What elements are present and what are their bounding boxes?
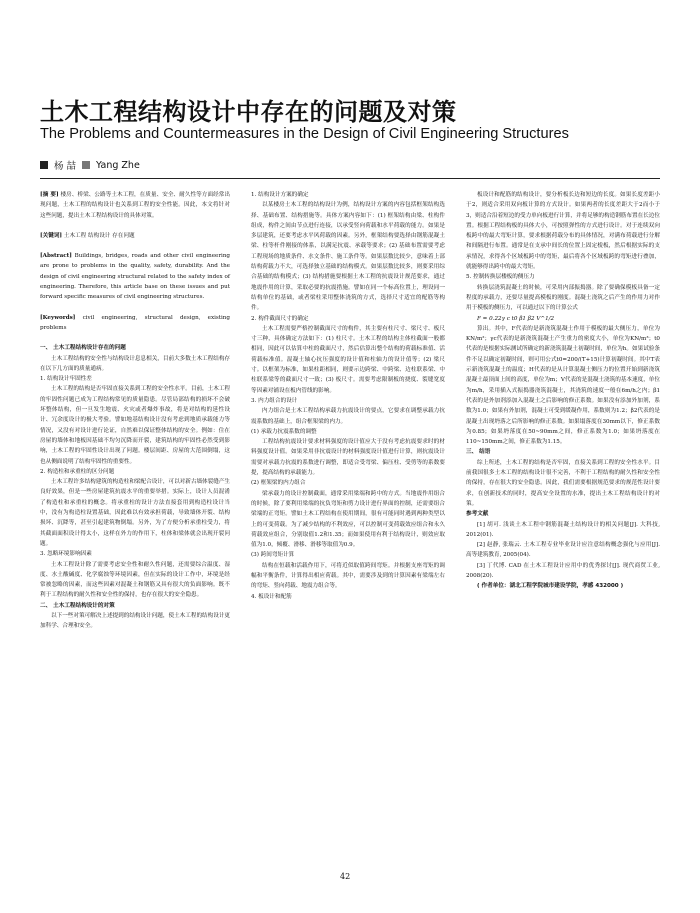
author-en: Yang Zhe xyxy=(96,159,140,171)
subsection-heading: (1) 承载力抗震系数的调整 xyxy=(251,428,317,435)
paragraph: 以下一些对策可解决上述提到的结构设计问题，使土木工程的结构设计更加科学、合理和安全。 xyxy=(40,612,231,630)
paragraph: 土木工程设计除了需要考虑安全性和耐久性问题，还需要综合温度、湿度、水土酸碱度、化学腐蚀等环境因素，但在实际的设计工作中，环境是经常被忽略的因素，而这些因素对混凝土和钢筋又具有很大的负面影响。既不利于工程结构的耐久性和安全性的保持，也存在很大的安全隐患。 xyxy=(40,561,230,599)
subsection-heading: 2. 构造柱和承重柱的区分问题 xyxy=(40,468,115,475)
reference-item: [3] 丁代博. CAD 在土木工程设计应用中的优秀探讨[J]. 现代商贸工业, 2008(20). xyxy=(466,562,660,579)
paragraph: 梁承载力的设计控制截面，通常采用梁端和跨中的方式。当地震作用组合的时候，除了要利用梁端的抗负弯矩和剪力设计进行界面的控制，还需要组合梁端的正弯矩。譬如土木工程结构在使用期间，很有可能同时遇到两种类型以上的可变荷载。为了减少结构的不利效应，可以控制可变荷载效应组合和永久荷载效应组合，分别取值1.2和1.35；而如果使用有利于结构设计，则效应取值为1.0，倾覆、滑移、滑移等取值为0.9。 xyxy=(251,490,445,549)
paragraph: 土木工程结构的安全性与结构设计息息相关，目前大多数土木工程结构存在以下几方面的质量通病。 xyxy=(40,355,231,372)
page-title-en: The Problems and Countermeasures in the Design of Civil Engineering Structures xyxy=(40,126,569,142)
subsection-heading: 1. 结构设计方案的确定 xyxy=(251,192,309,198)
section-heading: 参考文献 xyxy=(466,511,489,518)
reference-item: [1] 胡可. 浅谈土木工程中钢筋混凝土结构设计的相关问题[J]. 大科技, 2012(01). xyxy=(466,521,660,538)
subsection-heading: 2. 构件截面尺寸的确定 xyxy=(251,315,309,322)
divider xyxy=(40,178,660,179)
column-2 xyxy=(251,190,445,602)
subsection-heading: (2) 框架梁的内力组合 xyxy=(251,480,306,487)
paragraph: 土木工程的结构是否牢固直接关系到工程的安全性水平。目前，土木工程的牢固性问题已成为工程结构常见的质量隐患。尽管局部结构的损坏不会破坏整体结构，但一旦发生地震、火灾或者爆炸事故，将是对结构的延性设计、冗余度设计的极大考验。譬如地基结构设计没有考虑到地质承载能力等情况，又没有对设计进行论证，自然难以保证整体结构的安全。例如：住在房屋的墙体和地板因基础不均匀沉降而开裂，建筑结构的牢固性必然受到影响，土木工程的牢固性设计出现了问题。楼层间距、房屋的大范围倒塌，这也从侧面说明了结构牢固性的重要性。 xyxy=(40,386,231,465)
abstract-en: [Abstract] Buildings, bridges, roads and other civil engineering are prone to problems in the quality, safety, durability. And the design of civil engineering structural related to the safety index of engineering. Therefore, this article base on these issues and put forward specific measures of civil engineering structures. xyxy=(40,253,230,301)
author-affiliation: ( 作者单位：湖北工程学院城市建设学院，孝感 432000 ) xyxy=(477,583,624,590)
paragraph: 板设计和配筋的结构设计，要分析板长边和短边的长度。如果长度差距小于2，则适合采用双向板计算的方式设计。如果两者的长度差距大于2而小于3，则适合沿着短边的受力单向板进行计算，并将足够的构造钢筋布置在长边位置。根据工程结构板的具体大小，可按照弹性的方式进行设计。对于连续双向板跨中的最大弯矩计算，要求根据荷载分布的具体情况，对满布荷载进行分解和间隔进行布置。通常是在支承中间长的位置上固定棱板，然后根据实际的支承情况，求得各个区域板跨中的弯矩，最后将各个区域板跨的弯矩进行叠加，就能够得出跨中的最大弯矩。 xyxy=(466,192,660,271)
paragraph: 综上所述，土木工程的结构是否牢固，直接关系到工程的安全性水平。目前我国很多土木工程的结构设计很不完善，不利于工程结构的耐久性和安全性的保持，存在很大的安全隐患。因此，我们需要根据规范要求的规范性设计要求，在创新技术的同时，提高安全设置的水准，提出土木工程结构设计的对策。 xyxy=(466,459,660,507)
page-number: 42 xyxy=(340,872,351,881)
keywords-cn: [关键词] 土木工程 结构设计 存在问题 xyxy=(40,232,135,239)
paragraph: 算出。其中，F代表的是新浇筑混凝土作用于模板的最大侧压力，单位为KN/m²；γc代表的是新浇筑混凝土产生重力的密度大小，单位为KN/m³；t0代表的是根据实际测试所确定的新浇筑混凝土初凝时间，单位为h。如果试验条件不足以确定初凝时间，则可用公式t0=200/(T+15)计算初凝时间。其中T表示新浇筑混凝土的温度；H代表的是从计算混凝土侧压力的位置开始到新浇筑混凝土最顶面上间的高度，单位为m；V代表的是混凝土浇筑的基本速度，单位为m/h，采用插入式振捣器浇筑混凝土，其浇筑的速度一般在6m/h之内；β1代表的是外加剂添加入混凝土之后影响的修正系数。如果没有添加外加剂，系数为1.0；如果有外加剂，混凝土可受到缓凝作用，系数则为1.2；β2代表的是混凝土出现坍落之后所影响的修正系数。如果塌落度在30mm以下，修正系数为0.85；如果坍落度在50~90mm之间，修正系数为1.0；如果坍落度在110~150mm之间，修正系数为1.15。 xyxy=(466,325,660,446)
subsection-heading: 5. 控制转换层楼板的侧压力 xyxy=(466,274,535,281)
paragraph: 工程结构抗震设计要求材料强度的设计值应大于没有考虑抗震要求时的材料强度设计值。如果采用非抗震设计的材料强度设计值进行计算，则抗震设计需要对承载力抗震的系数进行调整，即适合受弯梁、偏压柱、受剪等的系数要提，提高结构的承载能力。 xyxy=(251,439,445,477)
column-1-body xyxy=(40,343,230,631)
subsection-heading: 3. 忽略环境影响因素 xyxy=(40,551,92,558)
reference-item: [2] 赵静, 张瑞云. 土木工程专业毕业设计应注意结构概念强化与应用[J]. 高等建筑教育, 2005(04). xyxy=(466,542,660,559)
author-cn: 杨 喆 xyxy=(54,161,77,172)
abstract-cn: [摘 要] 楼房、桥梁、公路等土木工程，在质量、安全、耐久性等方面经常出现问题，土木工程的结构设计也关系到工程的安全性能。因此，本文将针对这些问题，提出土木工程结构设计的具体对策。 xyxy=(40,192,230,219)
section-heading: 一、 土木工程结构设计存在的问题 xyxy=(40,345,126,352)
subsection-heading: 3. 内力组合的设计 xyxy=(251,397,298,404)
column-3 xyxy=(466,190,660,592)
paragraph: 转换层浇筑混凝土的时候，可采用内部振捣器。除了要确保模板具备一定程度的承载力，还要尽量提高模板的刚度。混凝土浇筑之后产生的作用力对作用于模板的侧压力，可以通过以下的计算公式 xyxy=(466,284,660,312)
subsection-heading: 1. 结构设计牢固性差 xyxy=(40,376,92,383)
column-1 xyxy=(40,190,230,632)
paragraph: 土木工程需要严格控制截面尺寸的构件，其主要有柱尺寸、梁尺寸、板尺寸三种，具体确定方法如下：(1) 柱尺寸。土木工程的结构主体柱截面一般都相同，因此可以估算中柱的截面尺寸，然后估算出整个结构的荷载标准值、活荷载标准值。混凝土轴心抗压强度的设计值和柱轴力的设计值等；(2) 梁尺寸。以框架为标准，如果柱距相同，则要示边跨梁、中跨梁、边柱联系梁、中柱联系梁等的截面尺寸一致；(3) 板尺寸。需要考虑限制板的挠度、裂缝宽度等因素对铺设在板内管线的影响。 xyxy=(251,325,445,394)
paragraph: 结构在恒载和活载作用下，可将近似取值跨间弯矩。并根据支座弯矩的调幅和平衡条件，计算得出相应荷载。其中，需要涉及到的计算因素有梁端左右的弯矩、竖向荷载、地震力组合等。 xyxy=(251,562,445,590)
column-3-body-b xyxy=(466,324,660,592)
square-bullet-icon xyxy=(40,161,48,169)
paragraph: 土木工程许多结构建筑的构造柱和梁配合设计，可以对新古墙体裂缝产生良好效果，但是一些房屋建筑抗震水平的重要举措。实际上，设计人员混淆了构造柱和承重柱的概念。将承重柱的设计方法直接套用到构造柱设计当中，没有为构造柱设置基础，因此难以有效承担荷载，导致墙体开裂、结构损坏、沉降等，甚至引起建筑物倒塌。另外，为了方便分析承重柱受力，将其截面面积设计得太小，这样在外力的作用下，柱体和梁体就会出现开裂问题。 xyxy=(40,479,231,547)
subsection-heading: (3) 跨间弯矩计算 xyxy=(251,552,295,559)
column-3-body-a xyxy=(466,190,660,314)
section-heading: 二、 土木工程结构设计的对策 xyxy=(40,602,115,609)
subsection-heading: 4. 板设计和配筋 xyxy=(251,593,292,600)
section-heading: 三、 结语 xyxy=(466,449,491,456)
keywords-en: [Keywords] civil engineering, structural design, existing problems xyxy=(40,314,230,331)
paragraph: 以某楼房土木工程的结构设计为例，结构设计方案的内容包括框架结构选择、基础布置、结构措施等。具体方案内容如下：(1) 框架结构由梁、柱构件组成，构件之间由节点进行连接，以承受竖向荷载和水平荷载的能力。如果是多层建筑，还要考虑水平风荷载的因素。另外，框架结构要选择由钢筋混凝土梁、柱等杆件刚接的体系，以满足抗震、承载等要求；(2) 基础布置需要考虑工程现场的地质条件、水文条件、施工条件等。如果层数比较少，意味着上部结构荷载力不大，可选择独立基础的结构模式。如果层数比较多，则要采用综合基础的结构模式；(3) 结构措施要根据土木工程的抗震设计规范要求，通过地震作用的计算，采取必要的抗震措施。譬如在同一个标高位置上，理设同一结构单位的基础，或者梁柱采用整体浇筑的方式，选择尺寸适宜的配筋等构件。 xyxy=(251,202,445,312)
author-line xyxy=(40,158,140,172)
paragraph: 内力组合是土木工程结构承载力抗震设计的要点，它要求在调整承载力抗震系数的基础上，组合框架梁的内力。 xyxy=(251,408,445,425)
square-bullet-icon xyxy=(82,161,90,169)
page-title-cn: 土木工程结构设计中存在的问题及对策 xyxy=(40,98,457,126)
formula: F = 0.22γ c t0 β1 β2 V^1/2 xyxy=(477,315,555,322)
